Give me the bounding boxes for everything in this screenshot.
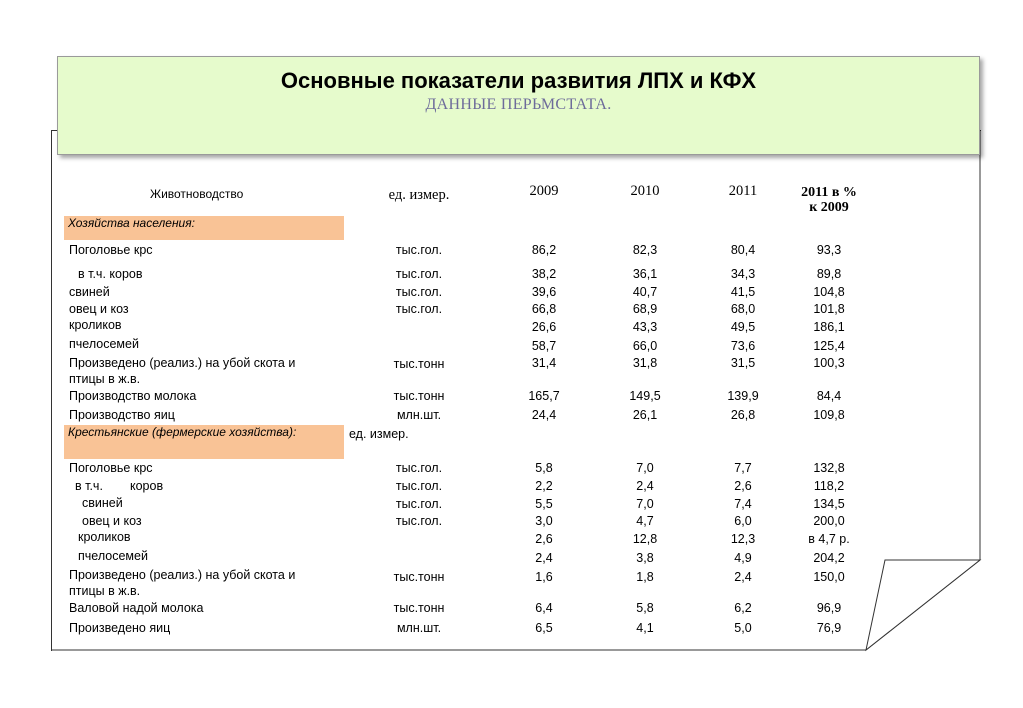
s1-row0-ratio: 93,3	[816, 243, 842, 257]
s2-row4-v2009: 2,6	[535, 532, 553, 546]
s1-row1-ratio: 89,8	[816, 267, 842, 281]
s2-row0-v2010: 7,0	[636, 461, 654, 475]
header-year-2011: 2011	[728, 183, 758, 199]
s2-row3-ratio: 200,0	[813, 514, 845, 528]
s1-row4-label: кроликов	[69, 318, 122, 332]
s2-row5-v2009: 2,4	[535, 551, 553, 565]
s1-row6-v2009: 31,4	[531, 356, 557, 370]
s2-row5-v2010: 3,8	[636, 551, 654, 565]
s1-row3-label: овец и коз	[69, 302, 129, 316]
s1-row6-v2011: 31,5	[730, 356, 756, 370]
s1-row2-v2010: 40,7	[632, 285, 658, 299]
s1-row7-ratio: 84,4	[816, 389, 842, 403]
s2-row4-v2011: 12,3	[730, 532, 756, 546]
s1-row2-unit: тыс.гол.	[395, 285, 443, 299]
s2-row3-v2011: 6,0	[734, 514, 752, 528]
s2-row1-v2010: 2,4	[636, 479, 654, 493]
s2-row1-label-a: в т.ч.	[75, 479, 103, 493]
s1-row4-v2010: 43,3	[632, 320, 658, 334]
s1-row7-unit: тыс.тонн	[393, 389, 445, 403]
header-category: Животноводство	[150, 187, 244, 201]
s2-row3-v2010: 4,7	[636, 514, 654, 528]
s1-row3-ratio: 101,8	[813, 302, 845, 316]
s1-row1-label: в т.ч. коров	[78, 267, 143, 281]
s2-row8-v2010: 4,1	[636, 621, 654, 635]
s1-row6-ratio: 100,3	[813, 356, 845, 370]
s1-row7-v2011: 139,9	[727, 389, 759, 403]
s1-row2-label: свиней	[69, 285, 110, 299]
s1-row0-v2010: 82,3	[632, 243, 658, 257]
s2-row1-unit: тыс.гол.	[395, 479, 443, 493]
s1-row0-unit: тыс.гол.	[395, 243, 443, 257]
s2-row1-label-b: коров	[130, 479, 164, 493]
s1-row3-v2010: 68,9	[632, 302, 658, 316]
s2-row4-ratio: в 4,7 р.	[808, 532, 850, 546]
s2-row7-v2010: 5,8	[636, 601, 654, 615]
s2-row1-v2009: 2,2	[535, 479, 553, 493]
s1-row0-v2011: 80,4	[730, 243, 756, 257]
s1-row8-ratio: 109,8	[813, 408, 845, 422]
s2-row6-ratio: 150,0	[813, 570, 845, 584]
s1-row8-label: Производство яиц	[69, 408, 175, 422]
s2-row6-label-line2: птицы в ж.в.	[69, 584, 141, 598]
s1-row6-label-line1: Произведено (реализ.) на убой скота и	[69, 356, 296, 370]
header-year-2010: 2010	[630, 183, 660, 199]
s2-row5-ratio: 204,2	[813, 551, 845, 565]
s1-row8-v2011: 26,8	[730, 408, 756, 422]
s2-row8-unit: млн.шт.	[396, 621, 442, 635]
s2-row1-ratio: 118,2	[813, 479, 845, 493]
s2-row6-v2011: 2,4	[734, 570, 752, 584]
s1-row1-v2011: 34,3	[730, 267, 756, 281]
s1-row6-label-line2: птицы в ж.в.	[69, 372, 141, 386]
s1-row5-label: пчелосемей	[69, 337, 139, 351]
s2-row7-label: Валовой надой молока	[69, 601, 204, 615]
s1-row8-unit: млн.шт.	[396, 408, 442, 422]
page-subtitle: ДАННЫЕ ПЕРЬМСТАТА.	[425, 96, 612, 113]
s1-row2-v2009: 39,6	[531, 285, 557, 299]
s1-row1-unit: тыс.гол.	[395, 267, 443, 281]
s2-row7-unit: тыс.тонн	[393, 601, 445, 615]
header-ratio	[787, 185, 871, 215]
s2-row2-v2009: 5,5	[535, 497, 553, 511]
s1-row2-v2011: 41,5	[730, 285, 756, 299]
s1-row5-v2009: 58,7	[531, 339, 557, 353]
s1-row4-v2011: 49,5	[730, 320, 756, 334]
s2-row0-label: Поголовье крс	[69, 461, 153, 475]
s1-row2-ratio: 104,8	[813, 285, 845, 299]
s2-row1-v2011: 2,6	[734, 479, 752, 493]
header-ratio-line2: к 2009	[809, 200, 849, 215]
header-year-2009: 2009	[529, 183, 559, 199]
s2-row0-ratio: 132,8	[813, 461, 845, 475]
s2-row0-v2011: 7,7	[734, 461, 752, 475]
header-ratio-line1: 2011 в %	[801, 185, 857, 200]
s1-row6-unit: тыс.тонн	[393, 357, 445, 371]
s1-row5-v2010: 66,0	[632, 339, 658, 353]
s2-row8-v2011: 5,0	[734, 621, 752, 635]
s1-row3-v2011: 68,0	[730, 302, 756, 316]
title-box	[57, 56, 980, 155]
section-households	[64, 216, 344, 240]
s2-row7-v2009: 6,4	[535, 601, 553, 615]
s1-row6-v2010: 31,8	[632, 356, 658, 370]
s1-row5-v2011: 73,6	[730, 339, 756, 353]
s2-row2-unit: тыс.гол.	[395, 497, 443, 511]
section-farms-title: Крестьянские (фермерские хозяйства):	[68, 425, 297, 439]
s1-row4-ratio: 186,1	[813, 320, 845, 334]
s2-row6-unit: тыс.тонн	[393, 570, 445, 584]
section-farms	[64, 425, 344, 459]
page-title: Основные показатели развития ЛПХ и КФХ	[280, 68, 757, 93]
s2-row2-label: свиней	[82, 496, 123, 510]
s1-row4-v2009: 26,6	[531, 320, 557, 334]
s1-row0-label: Поголовье крс	[69, 243, 153, 257]
s2-row6-v2010: 1,8	[636, 570, 654, 584]
s1-row7-v2009: 165,7	[528, 389, 560, 403]
header-unit: ед. измер.	[388, 187, 450, 203]
s2-row2-ratio: 134,5	[813, 497, 845, 511]
s2-row3-v2009: 3,0	[535, 514, 553, 528]
s2-row8-ratio: 76,9	[816, 621, 842, 635]
s2-row7-v2011: 6,2	[734, 601, 752, 615]
s1-row1-v2009: 38,2	[531, 267, 557, 281]
s2-row5-v2011: 4,9	[734, 551, 752, 565]
s2-row8-label: Произведено яиц	[69, 621, 171, 635]
s2-row2-v2010: 7,0	[636, 497, 654, 511]
s1-row7-v2010: 149,5	[629, 389, 661, 403]
s1-row5-ratio: 125,4	[813, 339, 845, 353]
s2-row6-label-line1: Произведено (реализ.) на убой скота и	[69, 568, 296, 582]
s1-row7-label: Производство молока	[69, 389, 197, 403]
s1-row3-v2009: 66,8	[531, 302, 557, 316]
s1-row8-v2009: 24,4	[531, 408, 557, 422]
s1-row3-unit: тыс.гол.	[395, 302, 443, 316]
s2-row0-unit: тыс.гол.	[395, 461, 443, 475]
s2-row6-v2009: 1,6	[535, 570, 553, 584]
section-households-title: Хозяйства населения:	[68, 216, 195, 230]
s2-row4-v2010: 12,8	[632, 532, 658, 546]
s2-row3-unit: тыс.гол.	[395, 514, 443, 528]
s2-row2-v2011: 7,4	[734, 497, 752, 511]
s2-row8-v2009: 6,5	[535, 621, 553, 635]
s2-row4-label: кроликов	[78, 530, 131, 544]
s2-row0-v2009: 5,8	[535, 461, 553, 475]
section-farms-unit-label: ед. измер.	[349, 427, 409, 441]
s1-row1-v2010: 36,1	[632, 267, 658, 281]
s1-row0-v2009: 86,2	[531, 243, 557, 257]
s2-row7-ratio: 96,9	[816, 601, 842, 615]
s1-row8-v2010: 26,1	[632, 408, 658, 422]
s2-row3-label: овец и коз	[82, 514, 142, 528]
s2-row5-label: пчелосемей	[78, 549, 148, 563]
